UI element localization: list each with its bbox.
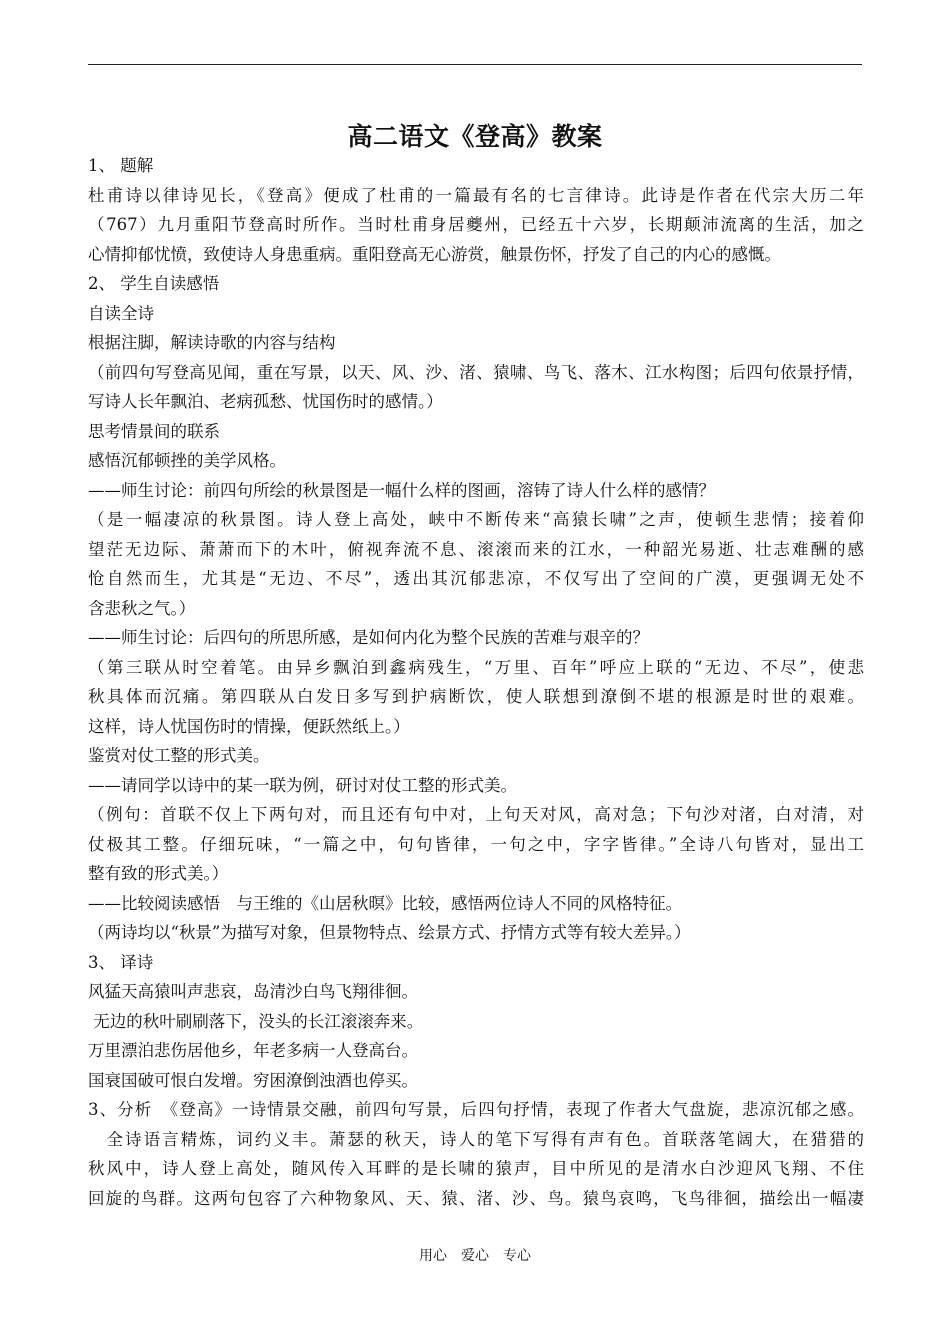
paragraph-line: 根据注脚，解读诗歌的内容与结构 [88, 333, 336, 352]
paragraph-line: 感悟沉郁顿挫的美学风格。 [88, 451, 286, 470]
paragraph-line: 全诗语言精炼，词约义丰。萧瑟的秋天，诗人的笔下写得有声有色。首联落笔阔大，在猎猎的 [88, 1129, 864, 1149]
paragraph-line: 杜甫诗以律诗见长，《登高》便成了杜甫的一篇最有名的七言律诗。此诗是作者在代宗大历二年 [88, 185, 864, 205]
paragraph-line: 怆自然而生，尤其是“无边、不尽”，透出其沉郁悲凉，不仅写出了空间的广漠，更强调无处不 [88, 569, 864, 588]
translation-line: 国衰国破可恨白发增。穷困潦倒浊酒也停买。 [88, 1070, 418, 1090]
paragraph-line: 自读全诗 [88, 303, 154, 323]
paragraph-line: ——师生讨论：前四句所绘的秋景图是一幅什么样的图画，溶铸了诗人什么样的感情？ [88, 480, 715, 500]
page-footer: 用心 爱心 专心 [419, 1248, 531, 1264]
paragraph-line: ——比较阅读感悟 与王维的《山居秋暝》比较，感悟两位诗人不同的风格特征。 [88, 893, 682, 913]
paragraph-line: 含悲秋之气。） [88, 598, 196, 618]
translation-line: 万里漂泊悲伤居他乡，年老多病一人登高台。 [88, 1041, 418, 1060]
translation-line: 风猛天高猿叫声悲哀，岛清沙白鸟飞翔徘徊。 [88, 982, 418, 1001]
paragraph-line: （例句：首联不仅上下两句对，而且还有句中对，上句天对风，高对急；下句沙对渚，白对清，对 [88, 805, 864, 824]
paragraph-line: 秋风中，诗人登上高处，随风传入耳畔的是长啸的猿声，目中所见的是清水白沙迎风飞翔、不住 [88, 1159, 864, 1178]
section-heading-1: 1、 题解 [88, 156, 154, 175]
paragraph-line: 心情抑郁忧愤，致使诗人身患重病。重阳登高无心游赏，触景伤怀，抒发了自己的内心的感慨。 [88, 244, 781, 264]
header-rule [88, 64, 862, 65]
section-heading-analysis: 3、分析 《登高》一诗情景交融，前四句写景，后四句抒情，表现了作者大气盘旋，悲凉沉郁之感。 [88, 1100, 864, 1119]
paragraph-line: 整有致的形式美。） [88, 864, 229, 883]
paragraph-line: （767）九月重阳节登高时所作。当时杜甫身居夔州，已经五十六岁，长期颠沛流离的生活，加之 [88, 215, 864, 234]
translation-line: 无边的秋叶刷刷落下，没头的长江滚滚奔来。 [88, 1011, 424, 1031]
paragraph-line: （两诗均以“秋景”为描写对象，但景物特点、绘景方式、抒情方式等有较大差异。） [88, 923, 691, 942]
paragraph-line: 写诗人长年飘泊、老病孤愁、忧国伤时的感情。） [88, 392, 443, 411]
paragraph-line: 鉴赏对仗工整的形式美。 [88, 746, 270, 765]
paragraph-line: （前四句写登高见闻，重在写景，以天、风、沙、渚、猿啸、鸟飞、落木、江水构图；后四句依景抒情， [88, 362, 864, 382]
paragraph-line: 这样，诗人忧国伤时的情操，便跃然纸上。） [88, 716, 410, 736]
paragraph-line: 回旋的鸟群。这两句包容了六种物象风、天、猿、渚、沙、鸟。猿鸟哀鸣，飞鸟徘徊，描绘出一幅凄 [88, 1188, 864, 1208]
paragraph-line: ——师生讨论：后四句的所思所感，是如何内化为整个民族的苦难与艰辛的？ [88, 628, 649, 647]
paragraph-line: 望茫无边际、萧萧而下的木叶，俯视奔流不息、滚滚而来的江水，一种韶光易逝、壮志难酬的感 [88, 539, 864, 559]
section-heading-3: 3、 译诗 [88, 952, 154, 972]
page-title: 高二语文《登高》教案 [347, 122, 603, 151]
document-body [88, 151, 864, 1213]
paragraph-line: ——请同学以诗中的某一联为例，研讨对仗工整的形式美。 [88, 775, 517, 795]
paragraph-line: 秋具体而沉痛。第四联从白发日多写到护病断饮，使人联想到潦倒不堪的根源是时世的艰难。 [88, 687, 864, 706]
paragraph-line: （第三联从时空着笔。由异乡飘泊到鑫病残生，“万里、百年”呼应上联的“无边、不尽”，使悲 [88, 657, 864, 677]
paragraph-line: 思考情景间的联系 [88, 421, 220, 441]
paragraph-line: 仗极其工整。仔细玩味，“一篇之中，句句皆律，一句之中，字字皆律。”全诗八句皆对，显出工 [88, 834, 864, 854]
section-heading-2: 2、 学生自读感悟 [88, 274, 220, 293]
paragraph-line: （是一幅凄凉的秋景图。诗人登上高处，峡中不断传来“高猿长啸”之声，使顿生悲情；接着仰 [88, 510, 864, 529]
